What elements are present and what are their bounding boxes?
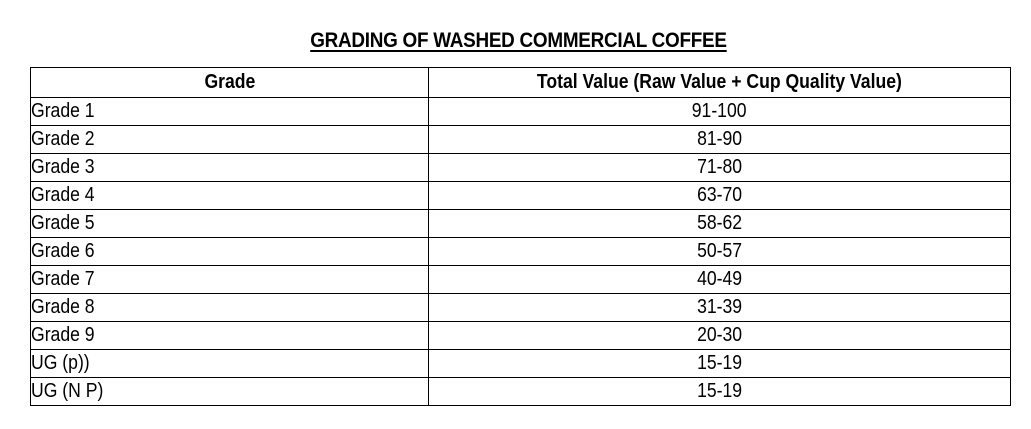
- table-row: [31, 238, 1011, 266]
- grade-label: Grade 3: [31, 156, 95, 178]
- grade-cell: [31, 378, 429, 406]
- value-cell: [429, 98, 1011, 126]
- grade-label: UG (p)): [31, 352, 90, 374]
- table-row: [31, 182, 1011, 210]
- value-cell: [429, 182, 1011, 210]
- table-row: [31, 266, 1011, 294]
- value-cell: [429, 294, 1011, 322]
- header-grade-label: Grade: [204, 71, 255, 93]
- header-grade: [31, 68, 429, 98]
- table-row: [31, 350, 1011, 378]
- value-cell: [429, 238, 1011, 266]
- grade-cell: [31, 182, 429, 210]
- grade-label: Grade 9: [31, 324, 95, 346]
- table-row: [31, 294, 1011, 322]
- grade-cell: [31, 350, 429, 378]
- table-row: [31, 154, 1011, 182]
- grade-label: Grade 1: [31, 100, 95, 122]
- value-cell: [429, 378, 1011, 406]
- grade-cell: [31, 266, 429, 294]
- value-cell: [429, 322, 1011, 350]
- grade-cell: [31, 210, 429, 238]
- value-label: 71-80: [696, 156, 743, 178]
- grade-label: Grade 4: [31, 184, 95, 206]
- grade-cell: [31, 294, 429, 322]
- value-label: 31-39: [696, 296, 743, 318]
- grade-label: Grade 2: [31, 128, 95, 150]
- grade-cell: [31, 238, 429, 266]
- value-label: 58-62: [696, 212, 743, 234]
- grade-cell: [31, 98, 429, 126]
- value-cell: [429, 266, 1011, 294]
- document-title: GRADING OF WASHED COMMERCIAL COFFEE: [310, 29, 727, 52]
- header-total-value-label: Total Value (Raw Value + Cup Quality Value): [537, 71, 902, 93]
- value-cell: [429, 210, 1011, 238]
- value-label: 91-100: [692, 100, 747, 122]
- grading-table: [30, 67, 1011, 406]
- value-label: 15-19: [696, 352, 743, 374]
- header-total-value: [429, 68, 1011, 98]
- value-label: 50-57: [696, 240, 743, 262]
- table-row: [31, 210, 1011, 238]
- grade-label: Grade 8: [31, 296, 95, 318]
- grade-label: Grade 6: [31, 240, 95, 262]
- value-label: 15-19: [696, 380, 743, 402]
- value-label: 20-30: [696, 324, 743, 346]
- grade-label: Grade 5: [31, 212, 95, 234]
- table-row: [31, 378, 1011, 406]
- grade-label: UG (N P): [31, 380, 104, 402]
- grade-cell: [31, 126, 429, 154]
- table-header-row: [31, 68, 1011, 98]
- value-label: 63-70: [696, 184, 743, 206]
- grade-cell: [31, 154, 429, 182]
- grade-label: Grade 7: [31, 268, 95, 290]
- grade-cell: [31, 322, 429, 350]
- table-row: [31, 322, 1011, 350]
- value-cell: [429, 126, 1011, 154]
- value-label: 40-49: [696, 268, 743, 290]
- value-cell: [429, 350, 1011, 378]
- value-cell: [429, 154, 1011, 182]
- table-row: [31, 126, 1011, 154]
- value-label: 81-90: [696, 128, 743, 150]
- table-row: [31, 98, 1011, 126]
